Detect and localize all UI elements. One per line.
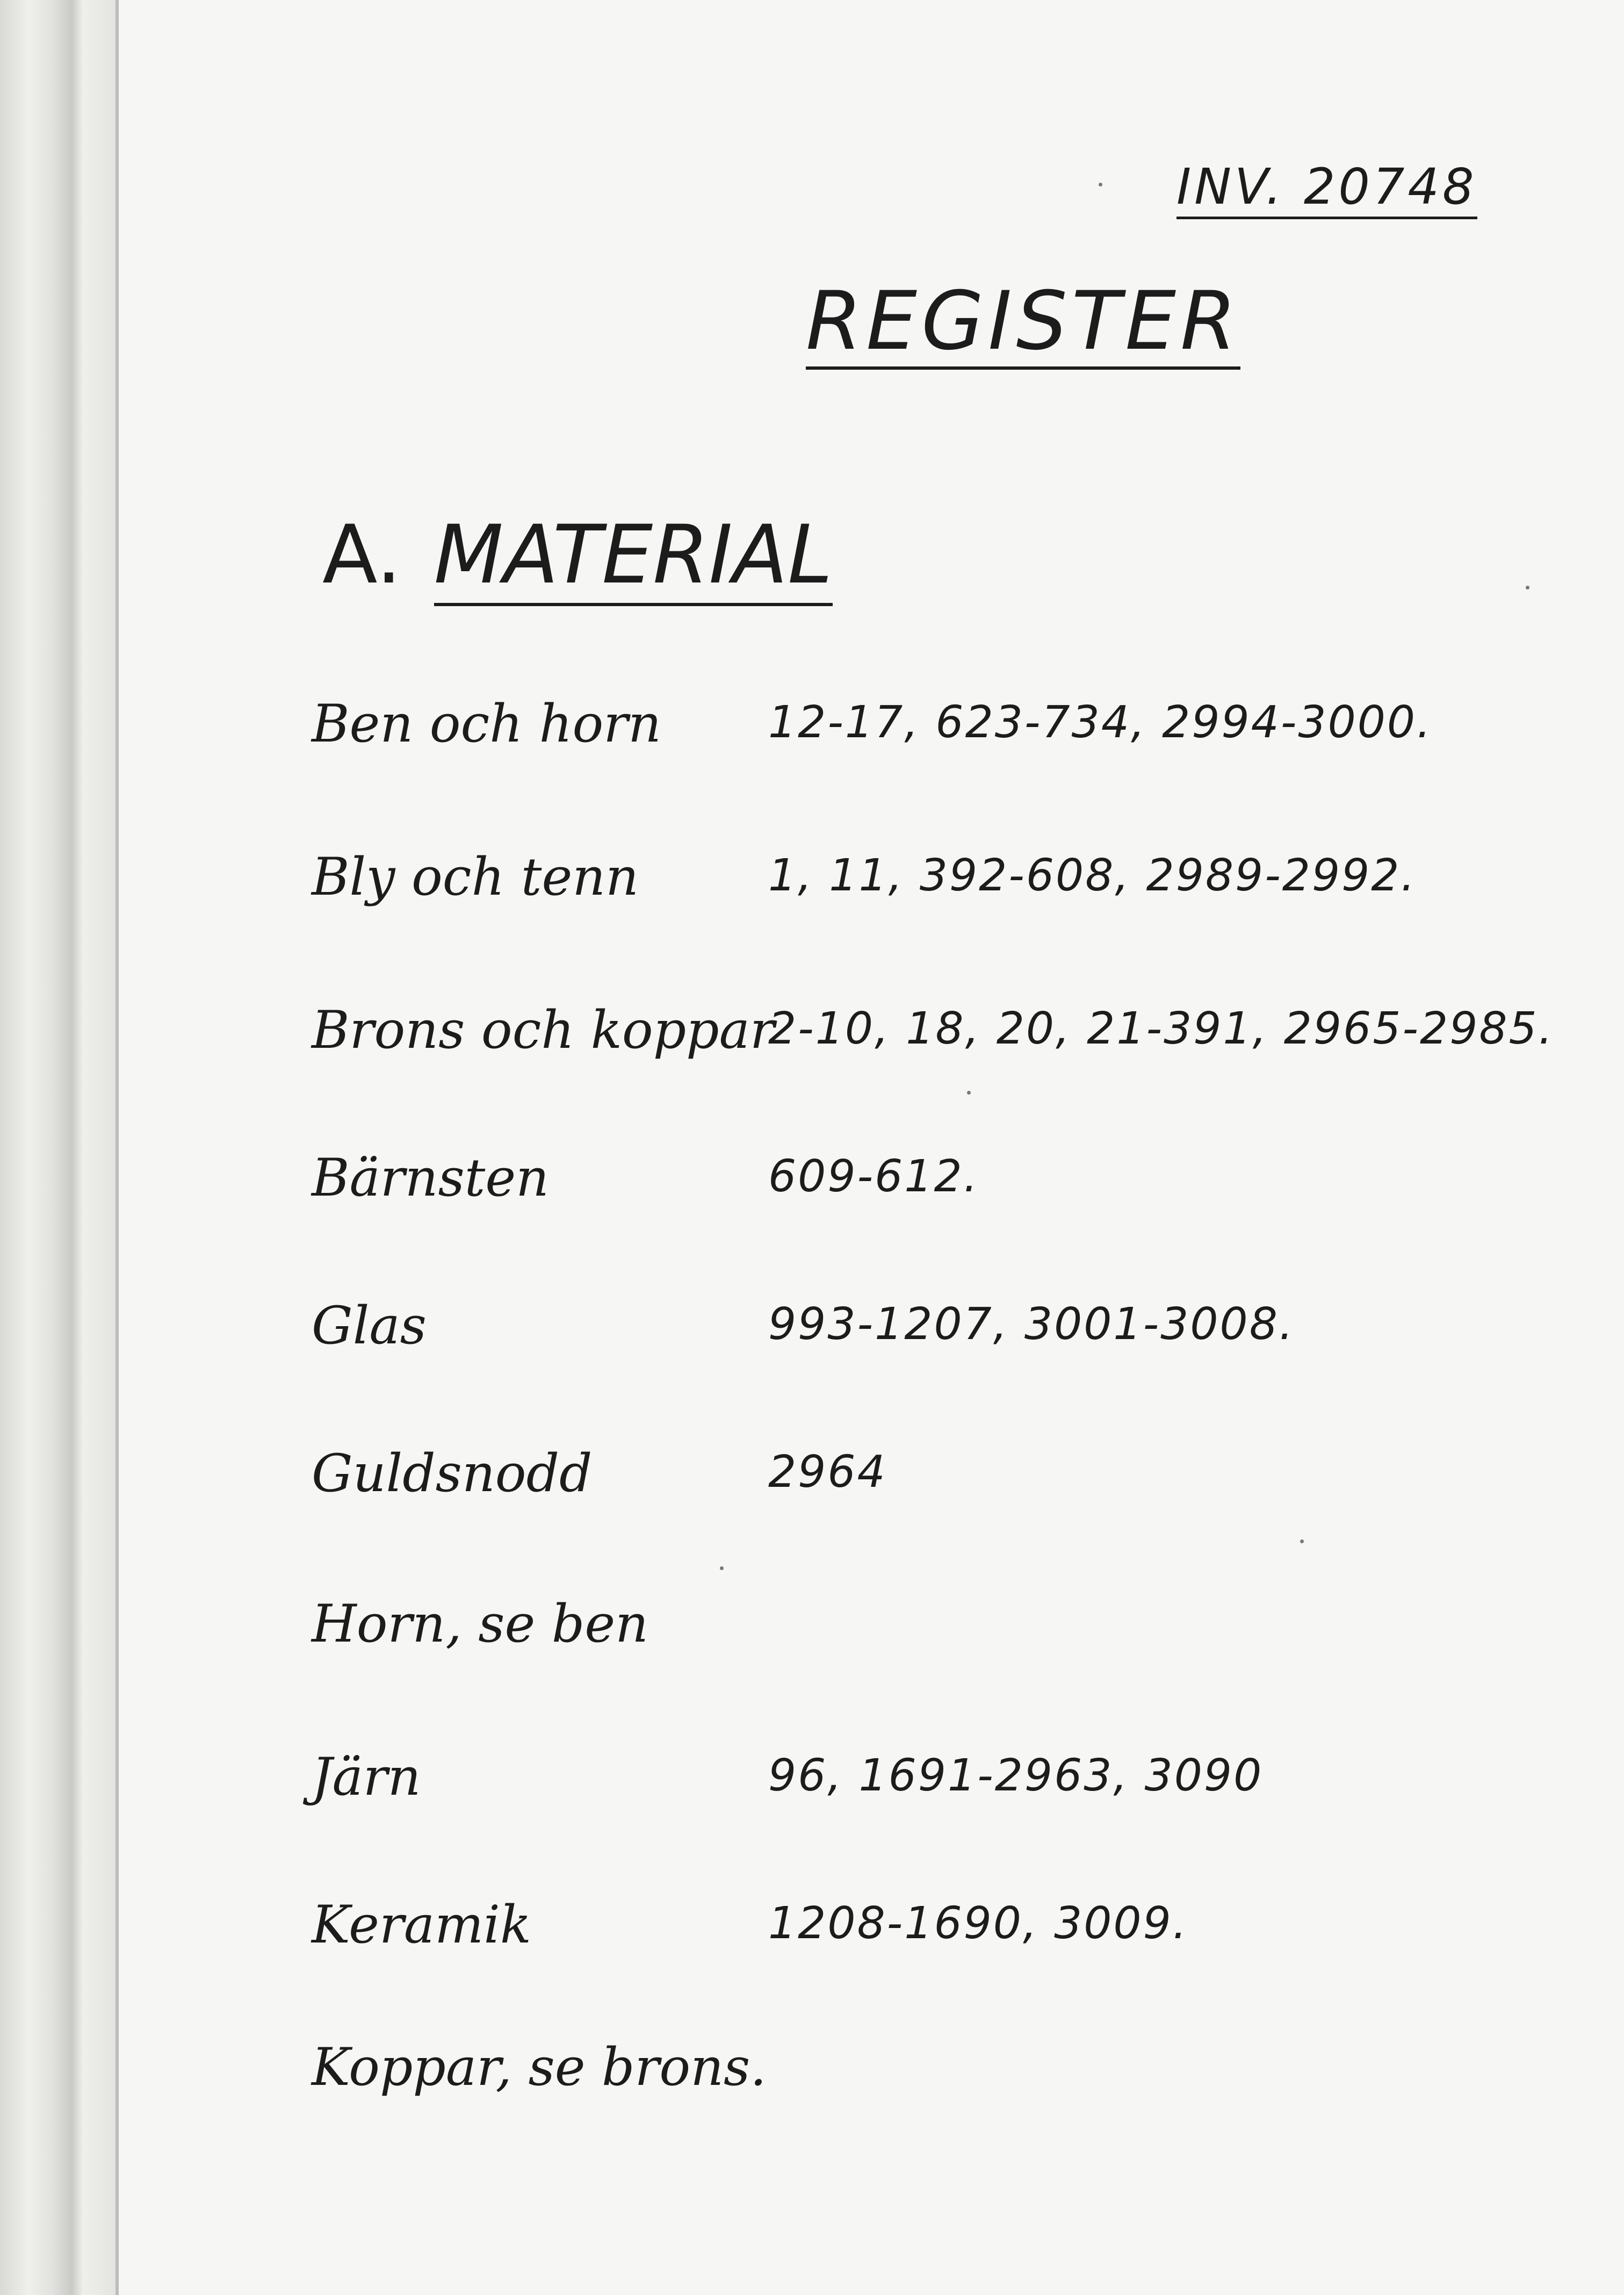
entry-term: Guldsnodd — [312, 1443, 593, 1503]
register-entry — [312, 1746, 1547, 1832]
register-entry — [312, 1593, 1547, 1679]
entry-refs: 96, 1691-2963, 3090 — [768, 1750, 1264, 1801]
register-entry — [312, 999, 1554, 1085]
register-entry — [312, 846, 1547, 932]
register-entry — [312, 693, 1547, 779]
scan-speck — [1099, 183, 1102, 186]
scan-speck — [967, 1091, 971, 1095]
scan-speck — [1526, 586, 1529, 589]
register-entry — [312, 1443, 1547, 1529]
entry-refs: 993-1207, 3001-3008. — [768, 1299, 1295, 1350]
register-entry — [312, 1894, 1547, 1980]
section-letter: A. — [322, 508, 402, 602]
entry-term: Järn — [312, 1747, 421, 1807]
entry-term: Bly och tenn — [312, 847, 639, 907]
page-title: REGISTER — [806, 279, 1240, 370]
entry-term: Horn, se ben — [312, 1594, 648, 1654]
entry-refs: 1208-1690, 3009. — [768, 1898, 1188, 1949]
entry-term: Glas — [312, 1296, 427, 1356]
entry-refs: 2964 — [768, 1447, 887, 1498]
entry-term: Brons och koppar — [312, 1000, 775, 1060]
register-entry — [312, 1295, 1547, 1381]
entry-refs: 1, 11, 392-608, 2989-2992. — [768, 850, 1417, 901]
entry-term: Bärnsten — [312, 1148, 549, 1208]
inventory-number: INV. 20748 — [1177, 161, 1477, 219]
entry-refs: 2-10, 18, 20, 21-391, 2965-2985. — [768, 1003, 1554, 1054]
entry-term: Keramik — [312, 1895, 531, 1955]
section-name: MATERIAL — [434, 508, 833, 606]
entry-refs: 12-17, 623-734, 2994-3000. — [768, 697, 1433, 748]
register-entry — [312, 1147, 1547, 1233]
entry-refs: 609-612. — [768, 1151, 979, 1202]
register-entry — [312, 2037, 1547, 2123]
scan-speck — [720, 1566, 724, 1570]
entry-term: Ben och horn — [312, 694, 661, 754]
entry-term: Koppar, se brons. — [312, 2037, 767, 2097]
scan-speck — [1300, 1539, 1304, 1543]
